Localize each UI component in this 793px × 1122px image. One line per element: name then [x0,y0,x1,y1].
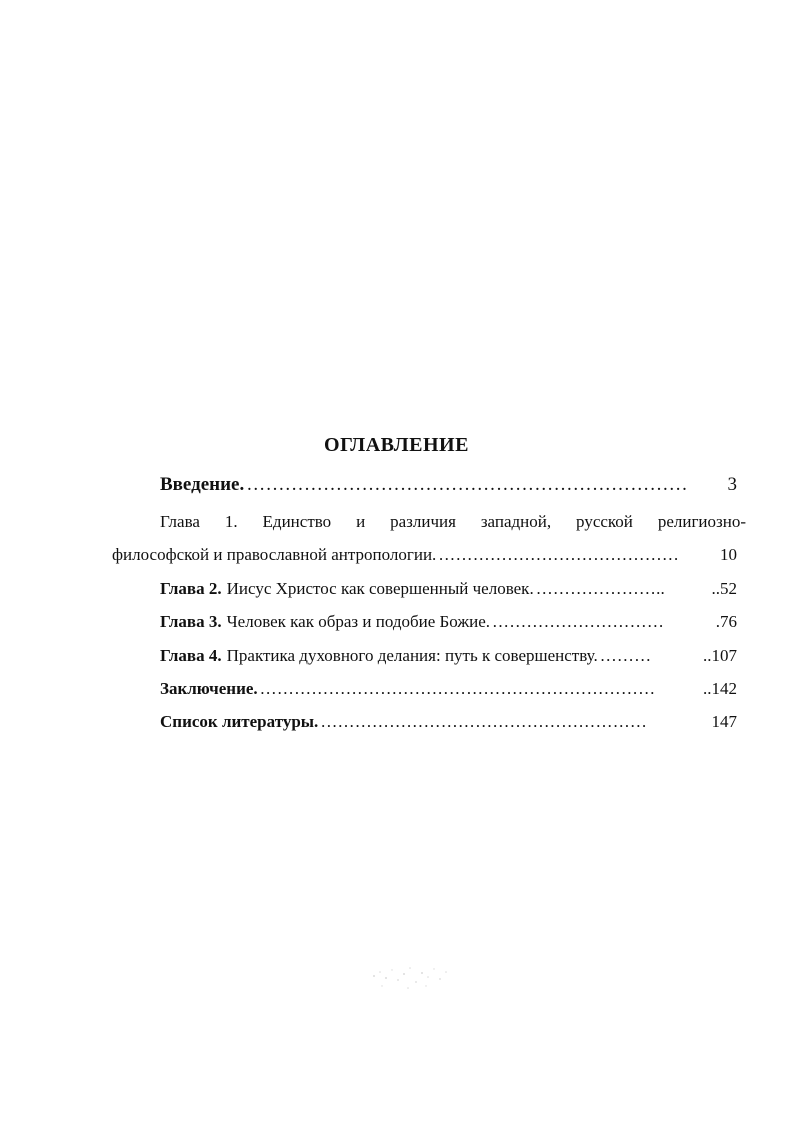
toc-entry-label: Глава 2. [160,579,222,598]
toc-page-number: ..107 [703,646,737,665]
toc-entry-label: Глава 3. [160,612,222,631]
toc-entry-label: Глава 1. [160,512,238,531]
toc-entry-text: Единство и различия западной, русской религиозно- [262,512,747,531]
toc-leader: ……… [599,646,652,665]
scan-artifact-stamp [362,958,462,994]
toc-entry-introduction[interactable] [160,474,737,496]
toc-leader: …………………………………………………………… [259,679,656,698]
toc-entry-conclusion[interactable] [160,679,737,699]
toc-entry-label: Глава 4. [160,646,222,665]
toc-page-number: 147 [711,712,737,731]
toc-entry-chapter-2[interactable] [160,579,737,599]
toc-entry-label: Заключение. [160,679,258,698]
toc-leader: …………………………………… [438,545,680,564]
toc-entry-references[interactable] [160,712,737,732]
toc-leader: ………………….. [535,579,666,598]
toc-page-number: 3 [727,474,737,495]
toc-leader: ………………………… [492,612,665,631]
toc-leader: …………………………………………………………… [246,474,688,495]
toc-entry-label: Введение. [160,474,245,495]
toc-title: ОГЛАВЛЕНИЕ [324,434,469,456]
toc-entry-chapter-1-line-1[interactable] [160,512,746,532]
toc-entry-text: Человек как образ и подобие Божие. [226,612,491,631]
toc-entry-chapter-3[interactable] [160,612,737,632]
toc-entry-text: философской и православной антропологии. [112,545,437,564]
toc-entry-label: Список литературы. [160,712,319,731]
toc-entry-chapter-1-line-2[interactable] [112,545,737,565]
toc-entry-chapter-4[interactable] [160,646,737,666]
toc-entry-text: Практика духовного делания: путь к совершенству. [226,646,598,665]
toc-page-number: 10 [720,545,737,564]
toc-page-number: ..142 [703,679,737,698]
toc-page-number: ..52 [711,579,737,598]
toc-page-number: .76 [715,612,737,631]
toc-leader: ………………………………………………… [320,712,648,731]
toc-entry-text: Иисус Христос как совершенный человек. [226,579,534,598]
